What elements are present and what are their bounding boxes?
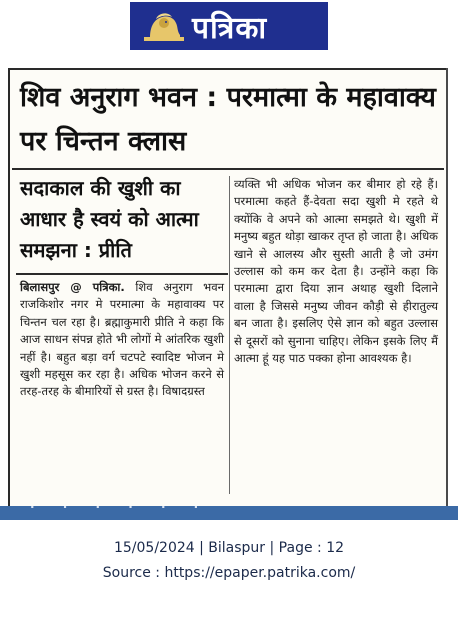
article-body-left: शिव अनुराग भवन राजकिशोर नगर मे परमात्मा के महावाक्य पर चिन्तन चल रहा है। ब्रह्माकुमारी प्रीति ने कहा कि आज साधन संपन्न होते भी लोगों मे आंतरिक खुशी नहीं है। बहुत बड़ा वर्ग चटपटे स्वादिष्ट भोजन मे खुशी महसूस कर रहा है। अधिक भोजन करने से तरह-तरह के बीमारियों से ग्रस्त है। विषादग्रस्त bbox=[20, 280, 224, 399]
footer-source-line: Source : https://epaper.patrika.com/ bbox=[102, 565, 356, 581]
subhead-divider bbox=[16, 273, 228, 275]
brand-name: पत्रिका bbox=[192, 11, 268, 46]
clipping-bottom-strip bbox=[0, 506, 458, 520]
clipping-edge bbox=[446, 68, 448, 516]
article-subhead: सदाकाल की खुशी का आधार है स्वयं को आत्मा समझना : प्रीति bbox=[20, 176, 199, 262]
masthead bbox=[130, 2, 328, 50]
article-dateline: बिलासपुर @ पत्रिका. bbox=[20, 280, 125, 294]
article-column-right bbox=[234, 176, 438, 367]
column-divider bbox=[229, 176, 230, 494]
lion-icon bbox=[142, 9, 186, 43]
headline-divider bbox=[12, 168, 444, 170]
footer-date-line: 15/05/2024 | Bilaspur | Page : 12 bbox=[113, 540, 345, 556]
cut-text-remnant: · · · · · · bbox=[30, 506, 211, 514]
article-column-left bbox=[20, 279, 224, 401]
article-headline: शिव अनुराग भवन : परमात्मा के महावाक्य पर चिन्तन क्लास bbox=[20, 82, 436, 157]
article-body-right: व्यक्ति भी अधिक भोजन कर बीमार हो रहे हैं। परमात्मा कहते हैं-देवता सदा खुशी मे रहते थे क्योंकि वे अपने को आत्मा समझते थे। खुशी में मनुष्य बहुत थोड़ा खाकर तृप्त हो जाता है। अधिक खाने से आलस्य और सुस्ती आती है जो उमंग उल्लास को कम कर देता है। उन्होंने कहा कि परमात्मा द्वारा दिया ज्ञान अथाह खुशी दिलाने वाला है जिससे मनुष्य जीवन कौड़ी से हीरातुल्य बन जाता है। इसलिए ऐसे ज्ञान को बहुत उल्लास से दूसरों को सुनाना चाहिए। लेकिन इसके लिए मैं आत्मा हूं यह पाठ पक्का होना आवश्यक है। bbox=[234, 177, 438, 366]
